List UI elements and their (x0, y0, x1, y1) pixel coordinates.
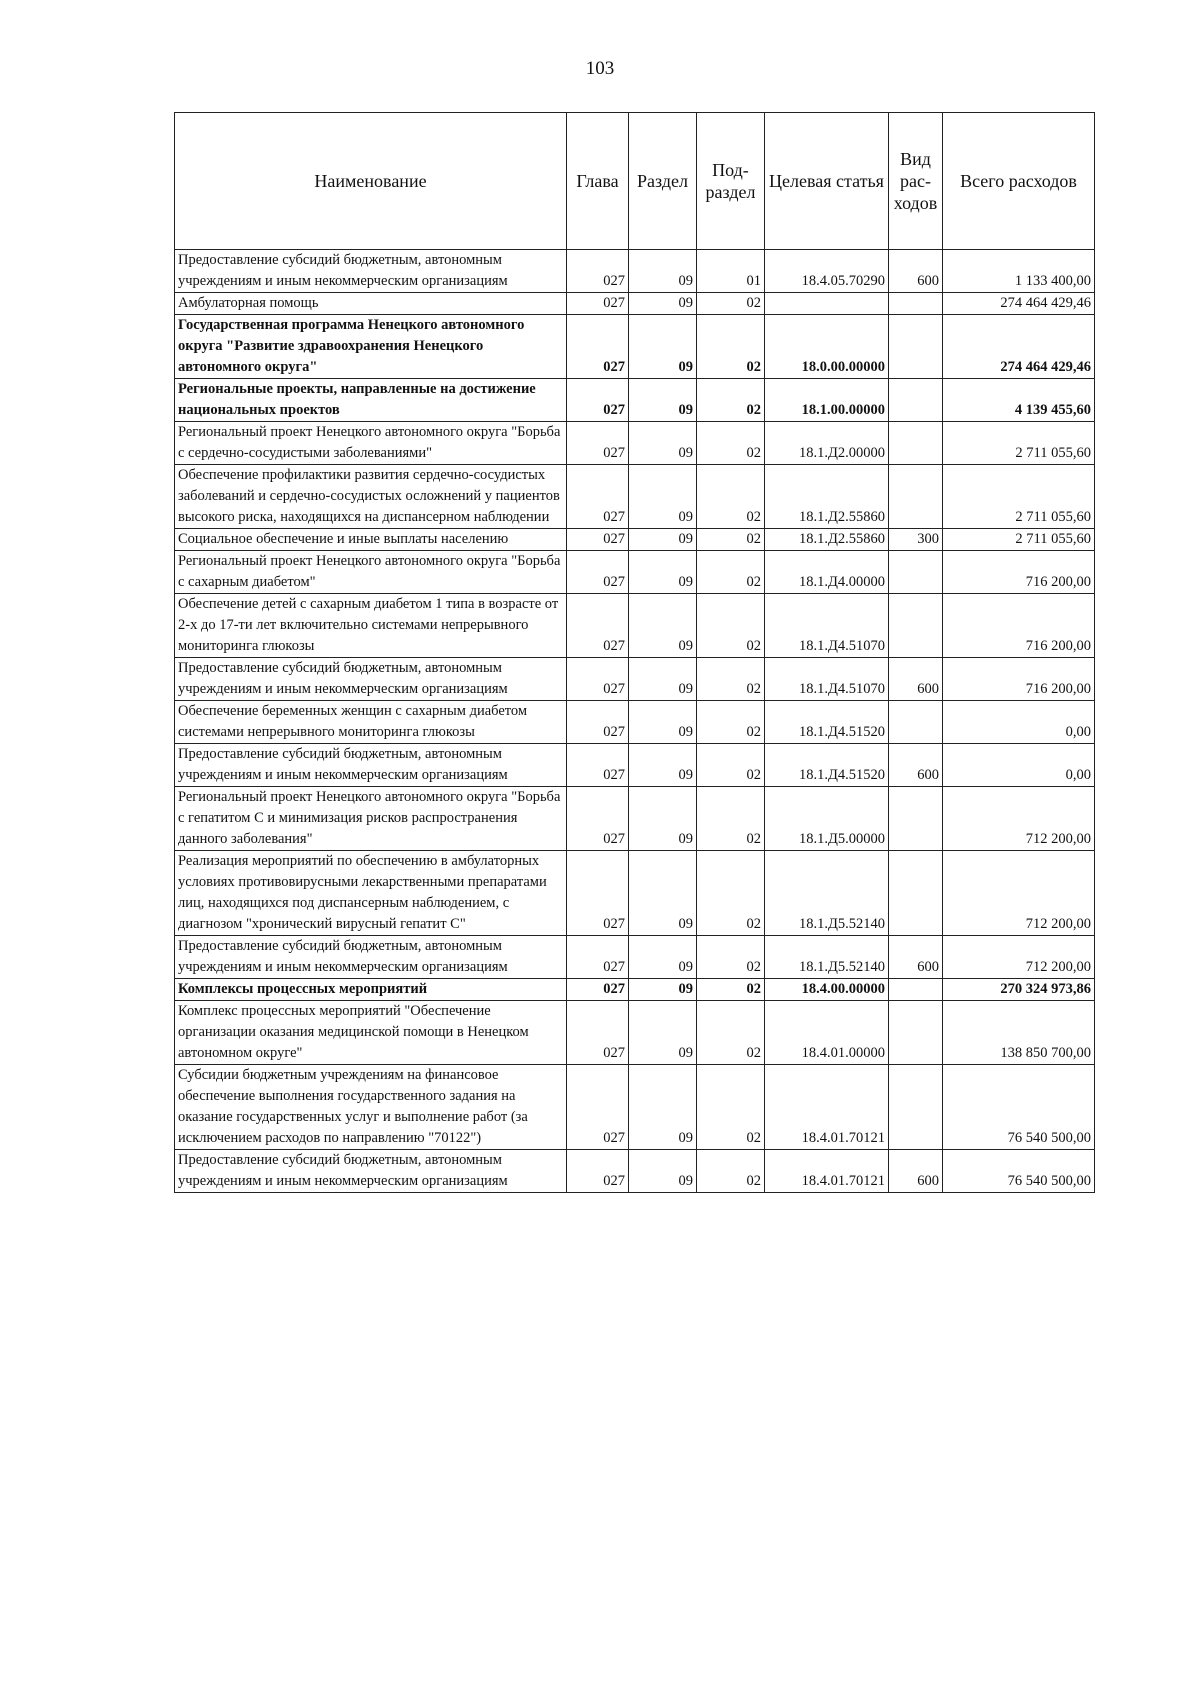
row-total: 0,00 (943, 744, 1095, 787)
row-glava: 027 (567, 529, 629, 551)
row-podrazdel: 02 (697, 594, 765, 658)
row-celevaya: 18.4.00.00000 (765, 979, 889, 1001)
row-name: Предоставление субсидий бюджетным, автономным учреждениям и иным некоммерческим организациям (175, 936, 567, 979)
row-name: Предоставление субсидий бюджетным, автономным учреждениям и иным некоммерческим организациям (175, 250, 567, 293)
row-vid (889, 315, 943, 379)
row-name: Предоставление субсидий бюджетным, автономным учреждениям и иным некоммерческим организациям (175, 1150, 567, 1193)
row-name: Субсидии бюджетным учреждениям на финансовое обеспечение выполнения государственного задания на оказание государственных услуг и выполнение работ (за исключением расходов по направлению "70122") (175, 1065, 567, 1150)
row-podrazdel: 02 (697, 1150, 765, 1193)
row-name: Государственная программа Ненецкого автономного округа "Развитие здравоохранения Ненецкого автономного округа" (175, 315, 567, 379)
row-vid (889, 1001, 943, 1065)
row-celevaya: 18.1.Д5.00000 (765, 787, 889, 851)
table-row (175, 701, 1095, 744)
row-total: 274 464 429,46 (943, 315, 1095, 379)
row-total: 4 139 455,60 (943, 379, 1095, 422)
row-name: Обеспечение детей с сахарным диабетом 1 типа в возрасте от 2-х до 17-ти лет включительно системами непрерывного мониторинга глюкозы (175, 594, 567, 658)
row-razdel: 09 (629, 422, 697, 465)
row-total: 274 464 429,46 (943, 293, 1095, 315)
table-row (175, 315, 1095, 379)
row-razdel: 09 (629, 594, 697, 658)
row-celevaya: 18.1.00.00000 (765, 379, 889, 422)
row-vid (889, 1065, 943, 1150)
row-razdel: 09 (629, 315, 697, 379)
row-glava: 027 (567, 379, 629, 422)
row-name: Реализация мероприятий по обеспечению в амбулаторных условиях противовирусными лекарственными препаратами лиц, находящихся под диспансерным наблюдением, с диагнозом "хронический вирусный гепатит С" (175, 851, 567, 936)
row-name: Региональный проект Ненецкого автономного округа "Борьба с сахарным диабетом" (175, 551, 567, 594)
table-row (175, 250, 1095, 293)
row-celevaya: 18.1.Д2.55860 (765, 465, 889, 529)
row-glava: 027 (567, 250, 629, 293)
row-glava: 027 (567, 315, 629, 379)
table-row (175, 529, 1095, 551)
row-razdel: 09 (629, 979, 697, 1001)
row-podrazdel: 02 (697, 744, 765, 787)
row-name: Региональные проекты, направленные на достижение национальных проектов (175, 379, 567, 422)
row-podrazdel: 02 (697, 422, 765, 465)
row-celevaya: 18.1.Д4.00000 (765, 551, 889, 594)
row-vid (889, 379, 943, 422)
row-glava: 027 (567, 465, 629, 529)
row-celevaya: 18.0.00.00000 (765, 315, 889, 379)
header-name: Наименование (175, 113, 567, 250)
row-name: Региональный проект Ненецкого автономного округа "Борьба с гепатитом С и минимизация рисков распространения данного заболевания" (175, 787, 567, 851)
row-total: 712 200,00 (943, 787, 1095, 851)
table-row (175, 1065, 1095, 1150)
row-total: 0,00 (943, 701, 1095, 744)
row-celevaya: 18.1.Д4.51520 (765, 744, 889, 787)
header-total: Всего расходов (943, 113, 1095, 250)
row-celevaya: 18.1.Д4.51070 (765, 594, 889, 658)
table-row (175, 787, 1095, 851)
row-podrazdel: 02 (697, 293, 765, 315)
row-podrazdel: 02 (697, 1065, 765, 1150)
row-name: Региональный проект Ненецкого автономного округа "Борьба с сердечно-сосудистыми заболеваниями" (175, 422, 567, 465)
row-razdel: 09 (629, 529, 697, 551)
row-total: 2 711 055,60 (943, 422, 1095, 465)
header-podrazdel: Под-раздел (697, 113, 765, 250)
row-razdel: 09 (629, 379, 697, 422)
row-razdel: 09 (629, 293, 697, 315)
row-podrazdel: 02 (697, 701, 765, 744)
row-vid (889, 551, 943, 594)
table-row (175, 658, 1095, 701)
row-celevaya: 18.4.01.00000 (765, 1001, 889, 1065)
row-razdel: 09 (629, 936, 697, 979)
row-podrazdel: 02 (697, 1001, 765, 1065)
row-name: Амбулаторная помощь (175, 293, 567, 315)
row-celevaya: 18.1.Д2.55860 (765, 529, 889, 551)
row-vid: 600 (889, 744, 943, 787)
row-razdel: 09 (629, 1001, 697, 1065)
row-total: 270 324 973,86 (943, 979, 1095, 1001)
row-name: Комплекс процессных мероприятий "Обеспечение организации оказания медицинской помощи в Ненецком автономном округе" (175, 1001, 567, 1065)
row-razdel: 09 (629, 465, 697, 529)
row-glava: 027 (567, 551, 629, 594)
row-razdel: 09 (629, 787, 697, 851)
table-body (175, 250, 1095, 1193)
row-podrazdel: 01 (697, 250, 765, 293)
row-vid: 300 (889, 529, 943, 551)
row-vid (889, 787, 943, 851)
row-razdel: 09 (629, 701, 697, 744)
table-row (175, 1001, 1095, 1065)
row-glava: 027 (567, 1001, 629, 1065)
row-celevaya: 18.1.Д5.52140 (765, 851, 889, 936)
row-podrazdel: 02 (697, 551, 765, 594)
row-celevaya (765, 293, 889, 315)
row-podrazdel: 02 (697, 979, 765, 1001)
row-razdel: 09 (629, 851, 697, 936)
row-total: 2 711 055,60 (943, 465, 1095, 529)
row-podrazdel: 02 (697, 379, 765, 422)
row-celevaya: 18.1.Д5.52140 (765, 936, 889, 979)
row-celevaya: 18.4.01.70121 (765, 1150, 889, 1193)
row-vid (889, 851, 943, 936)
row-podrazdel: 02 (697, 465, 765, 529)
row-total: 716 200,00 (943, 551, 1095, 594)
row-celevaya: 18.4.01.70121 (765, 1065, 889, 1150)
row-name: Обеспечение беременных женщин с сахарным диабетом системами непрерывного мониторинга глюкозы (175, 701, 567, 744)
table-row (175, 465, 1095, 529)
table-row (175, 851, 1095, 936)
row-glava: 027 (567, 787, 629, 851)
row-name: Предоставление субсидий бюджетным, автономным учреждениям и иным некоммерческим организациям (175, 658, 567, 701)
row-name: Обеспечение профилактики развития сердечно-сосудистых заболеваний и сердечно-сосудистых осложнений у пациентов высокого риска, находящихся на диспансерном наблюдении (175, 465, 567, 529)
row-glava: 027 (567, 936, 629, 979)
row-razdel: 09 (629, 551, 697, 594)
table-row (175, 379, 1095, 422)
row-total: 2 711 055,60 (943, 529, 1095, 551)
row-glava: 027 (567, 422, 629, 465)
table-row (175, 1150, 1095, 1193)
row-podrazdel: 02 (697, 315, 765, 379)
row-vid (889, 422, 943, 465)
row-name: Предоставление субсидий бюджетным, автономным учреждениям и иным некоммерческим организациям (175, 744, 567, 787)
row-razdel: 09 (629, 250, 697, 293)
row-total: 716 200,00 (943, 594, 1095, 658)
row-total: 1 133 400,00 (943, 250, 1095, 293)
row-celevaya: 18.1.Д4.51520 (765, 701, 889, 744)
row-name: Социальное обеспечение и иные выплаты населению (175, 529, 567, 551)
table-header-row (175, 113, 1095, 250)
header-vid: Вид рас-ходов (889, 113, 943, 250)
row-celevaya: 18.1.Д4.51070 (765, 658, 889, 701)
row-glava: 027 (567, 979, 629, 1001)
row-glava: 027 (567, 1150, 629, 1193)
row-total: 76 540 500,00 (943, 1150, 1095, 1193)
table-row (175, 551, 1095, 594)
row-vid: 600 (889, 250, 943, 293)
row-vid: 600 (889, 1150, 943, 1193)
table-row (175, 936, 1095, 979)
row-total: 712 200,00 (943, 851, 1095, 936)
header-glava: Глава (567, 113, 629, 250)
row-podrazdel: 02 (697, 529, 765, 551)
table-row (175, 422, 1095, 465)
row-razdel: 09 (629, 744, 697, 787)
table-row (175, 293, 1095, 315)
row-total: 712 200,00 (943, 936, 1095, 979)
row-vid: 600 (889, 658, 943, 701)
table-row (175, 594, 1095, 658)
row-razdel: 09 (629, 1065, 697, 1150)
row-podrazdel: 02 (697, 936, 765, 979)
row-glava: 027 (567, 701, 629, 744)
row-total: 76 540 500,00 (943, 1065, 1095, 1150)
row-celevaya: 18.1.Д2.00000 (765, 422, 889, 465)
row-name: Комплексы процессных мероприятий (175, 979, 567, 1001)
row-glava: 027 (567, 744, 629, 787)
row-razdel: 09 (629, 658, 697, 701)
row-razdel: 09 (629, 1150, 697, 1193)
row-glava: 027 (567, 1065, 629, 1150)
row-total: 716 200,00 (943, 658, 1095, 701)
row-celevaya: 18.4.05.70290 (765, 250, 889, 293)
row-vid (889, 594, 943, 658)
page-number: 103 (585, 58, 615, 79)
row-vid (889, 979, 943, 1001)
row-glava: 027 (567, 851, 629, 936)
row-vid (889, 701, 943, 744)
row-vid (889, 293, 943, 315)
row-podrazdel: 02 (697, 658, 765, 701)
budget-table (174, 112, 1095, 1193)
row-podrazdel: 02 (697, 851, 765, 936)
row-vid (889, 465, 943, 529)
row-glava: 027 (567, 594, 629, 658)
row-vid: 600 (889, 936, 943, 979)
table-row (175, 979, 1095, 1001)
row-glava: 027 (567, 658, 629, 701)
header-celevaya: Целевая статья (765, 113, 889, 250)
header-razdel: Раздел (629, 113, 697, 250)
row-podrazdel: 02 (697, 787, 765, 851)
table-row (175, 744, 1095, 787)
row-total: 138 850 700,00 (943, 1001, 1095, 1065)
row-glava: 027 (567, 293, 629, 315)
